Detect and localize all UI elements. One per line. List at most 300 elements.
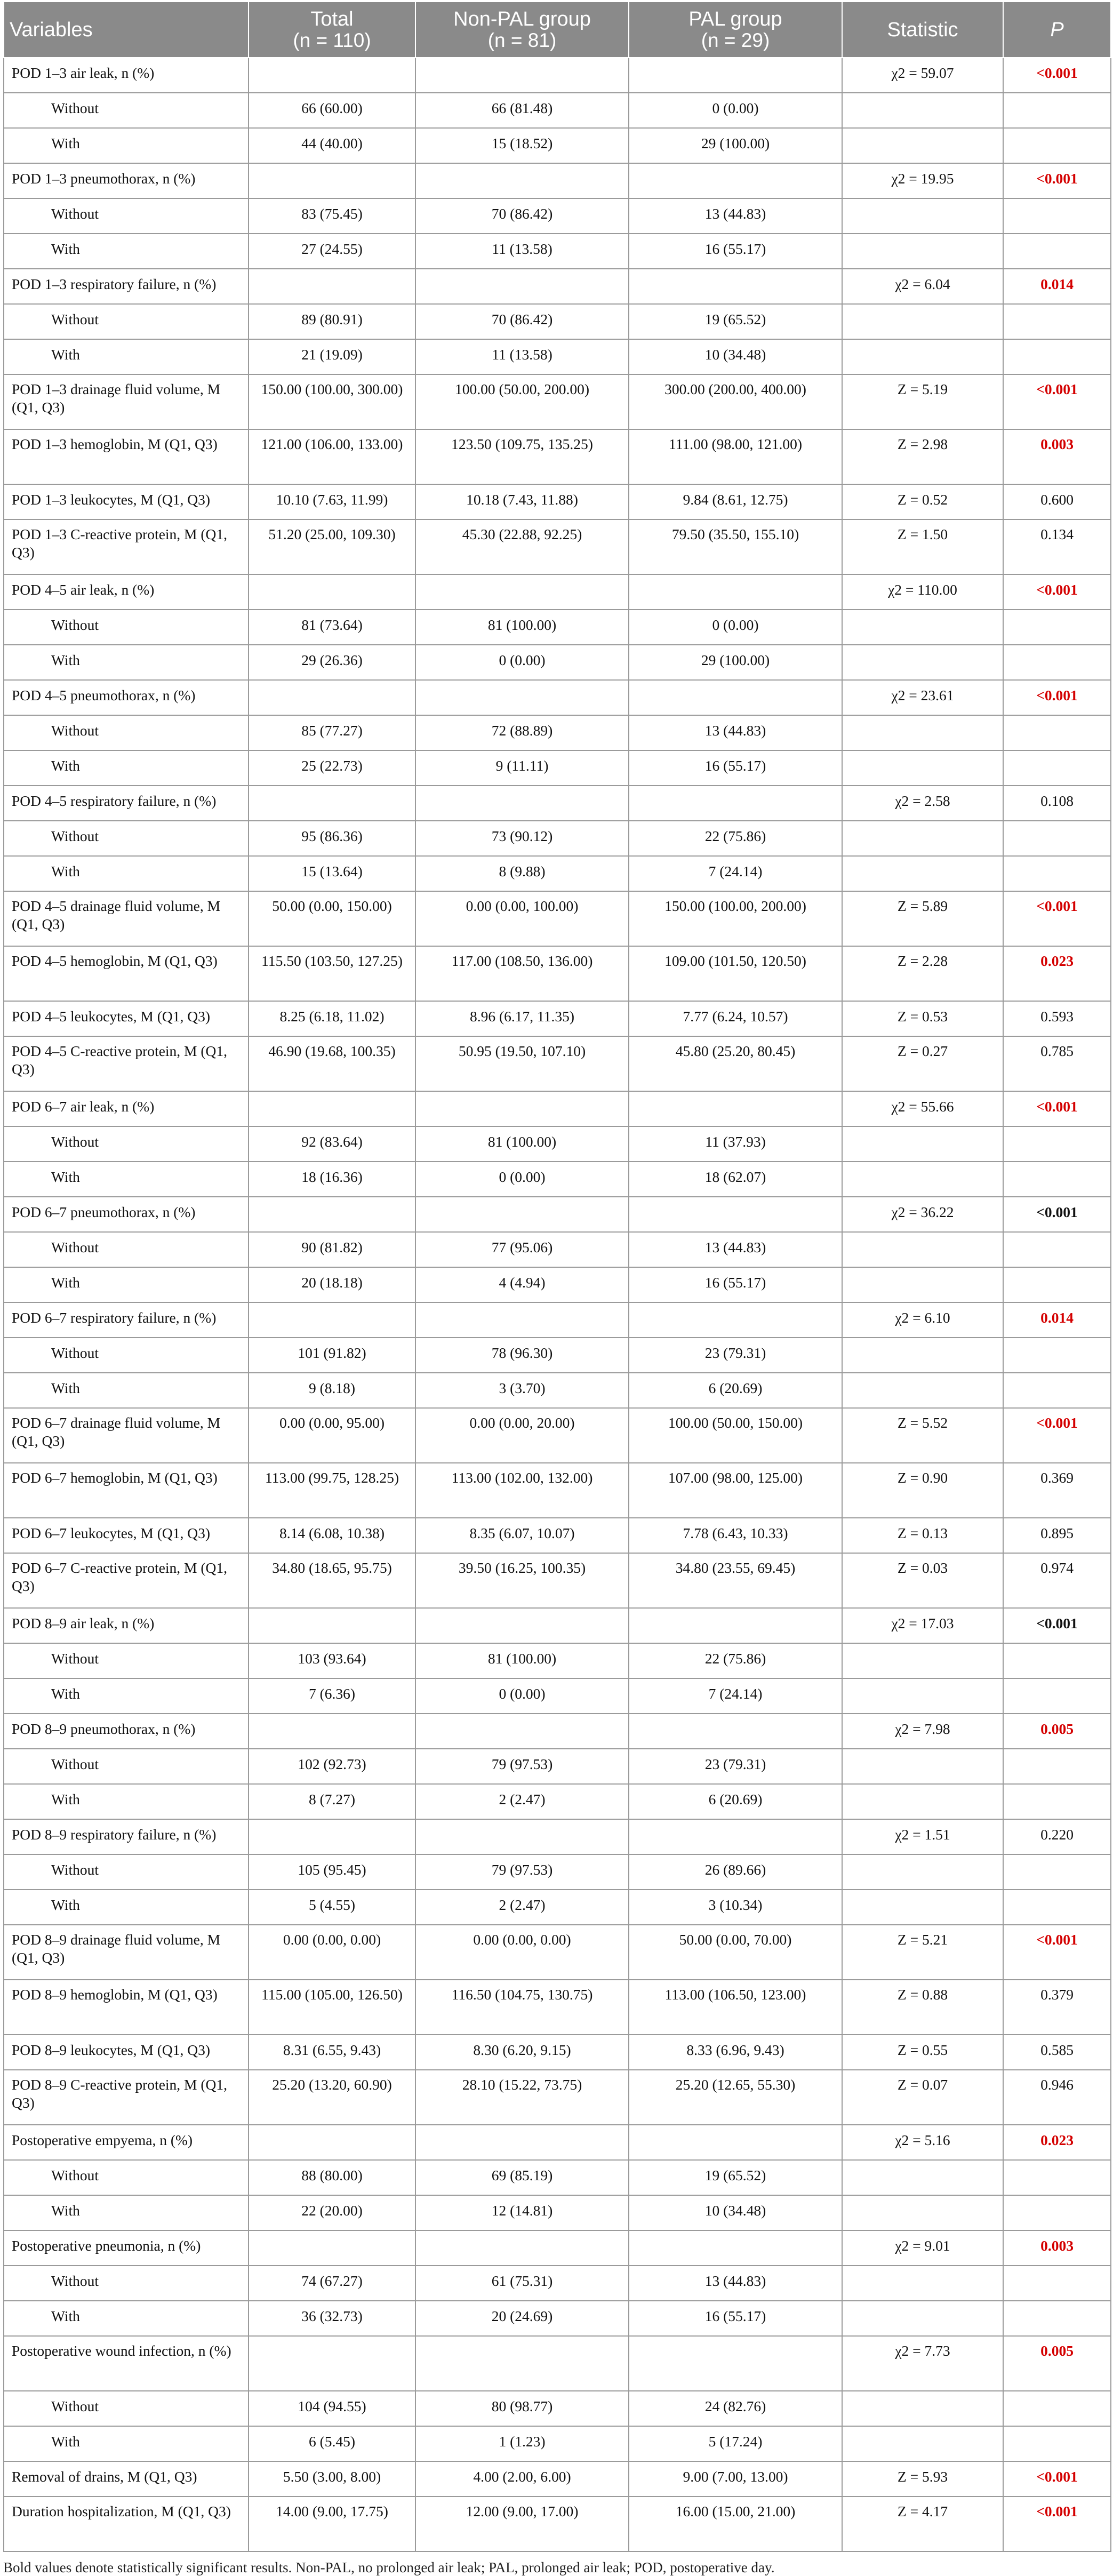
cell-total xyxy=(249,2497,415,2551)
table-row xyxy=(4,1302,1111,1338)
cell-variable xyxy=(4,2070,249,2125)
cell-pal-text: 6 (20.69) xyxy=(708,1380,763,1396)
cell-variable-text: POD 8–9 hemoglobin, M (Q1, Q3) xyxy=(12,1986,218,2003)
cell-variable-text: Postoperative pneumonia, n (%) xyxy=(12,2237,201,2254)
cell-statistic-text: χ2 = 6.10 xyxy=(895,1309,950,1326)
header-p: P xyxy=(1003,2,1111,58)
cell-pal xyxy=(629,269,842,304)
cell-statistic xyxy=(842,339,1003,374)
cell-total xyxy=(249,2070,415,2125)
cell-nonpal-text: 0.00 (0.00, 20.00) xyxy=(469,1414,575,1431)
table-row xyxy=(4,1714,1111,1749)
cell-total xyxy=(249,1890,415,1925)
cell-p xyxy=(1003,2301,1111,2336)
cell-total-text: 104 (94.55) xyxy=(298,2398,366,2414)
cell-pal-text: 16.00 (15.00, 21.00) xyxy=(675,2503,796,2519)
cell-variable-text: With xyxy=(51,135,80,151)
cell-nonpal xyxy=(415,1518,629,1553)
cell-p xyxy=(1003,2230,1111,2266)
cell-statistic xyxy=(842,2336,1003,2391)
cell-statistic xyxy=(842,1890,1003,1925)
cell-nonpal xyxy=(415,821,629,856)
table-row xyxy=(4,269,1111,304)
cell-pal-text: 6 (20.69) xyxy=(708,1791,763,1807)
cell-nonpal-text: 117.00 (108.50, 136.00) xyxy=(451,953,593,969)
cell-total xyxy=(249,58,415,93)
cell-pal-text: 26 (89.66) xyxy=(704,1861,766,1878)
cell-p xyxy=(1003,128,1111,163)
cell-variable xyxy=(4,2266,249,2301)
cell-pal xyxy=(629,645,842,680)
cell-p xyxy=(1003,1608,1111,1643)
cell-pal xyxy=(629,786,842,821)
cell-total-text: 89 (80.91) xyxy=(301,311,363,327)
cell-nonpal-text: 12.00 (9.00, 17.00) xyxy=(466,2503,579,2519)
cell-total xyxy=(249,1854,415,1890)
cell-nonpal xyxy=(415,1714,629,1749)
table-row xyxy=(4,1925,1111,1980)
cell-total-text: 0.00 (0.00, 0.00) xyxy=(283,1931,381,1948)
cell-pal xyxy=(629,2160,842,2195)
cell-p-text: 0.108 xyxy=(1040,793,1074,809)
table-subrow xyxy=(4,750,1111,786)
cell-p xyxy=(1003,1036,1111,1091)
cell-total xyxy=(249,1518,415,1553)
cell-variable-text: Without xyxy=(51,1650,99,1667)
table-subrow xyxy=(4,2426,1111,2461)
cell-total xyxy=(249,1408,415,1463)
cell-p-text: 0.023 xyxy=(1040,2132,1074,2148)
cell-variable-text: POD 6–7 respiratory failure, n (%) xyxy=(12,1309,217,1326)
cell-pal-text: 7 (24.14) xyxy=(708,863,763,879)
table-subrow xyxy=(4,339,1111,374)
cell-p-text: 0.014 xyxy=(1040,1309,1074,1326)
cell-pal xyxy=(629,2195,842,2230)
cell-total xyxy=(249,1162,415,1197)
results-table xyxy=(3,1,1111,2552)
table-subrow xyxy=(4,93,1111,128)
cell-variable-text: With xyxy=(51,1685,80,1702)
cell-pal xyxy=(629,163,842,198)
cell-total xyxy=(249,519,415,574)
cell-p xyxy=(1003,610,1111,645)
cell-nonpal xyxy=(415,2461,629,2497)
cell-p xyxy=(1003,1338,1111,1373)
header-pal xyxy=(629,2,842,58)
cell-variable xyxy=(4,2195,249,2230)
cell-p xyxy=(1003,1373,1111,1408)
cell-variable-text: POD 1–3 pneumothorax, n (%) xyxy=(12,170,196,187)
cell-nonpal-text: 70 (86.42) xyxy=(491,311,553,327)
cell-pal xyxy=(629,1001,842,1036)
table-row xyxy=(4,946,1111,1001)
cell-p xyxy=(1003,2497,1111,2551)
cell-pal xyxy=(629,93,842,128)
cell-variable-text: Without xyxy=(51,1239,99,1255)
cell-p xyxy=(1003,856,1111,891)
cell-total xyxy=(249,1267,415,1302)
cell-p xyxy=(1003,1643,1111,1678)
cell-statistic xyxy=(842,1518,1003,1553)
cell-p-text: 0.220 xyxy=(1040,1826,1074,1843)
table-subrow xyxy=(4,304,1111,339)
cell-nonpal xyxy=(415,1036,629,1091)
cell-nonpal-text: 80 (98.77) xyxy=(491,2398,553,2414)
cell-nonpal xyxy=(415,1890,629,1925)
cell-p xyxy=(1003,1980,1111,2035)
cell-statistic-text: Z = 2.98 xyxy=(897,436,948,452)
cell-total xyxy=(249,1643,415,1678)
cell-total xyxy=(249,1714,415,1749)
cell-statistic xyxy=(842,1608,1003,1643)
cell-p xyxy=(1003,339,1111,374)
header-pal-n: (n = 29) xyxy=(701,29,770,51)
cell-pal xyxy=(629,1890,842,1925)
cell-p xyxy=(1003,58,1111,93)
cell-p xyxy=(1003,2070,1111,2125)
cell-nonpal xyxy=(415,2391,629,2426)
cell-nonpal-text: 2 (2.47) xyxy=(499,1897,546,1913)
cell-pal xyxy=(629,1749,842,1784)
cell-variable-text: POD 6–7 hemoglobin, M (Q1, Q3) xyxy=(12,1469,218,1486)
cell-total-text: 34.80 (18.65, 95.75) xyxy=(272,1559,392,1576)
cell-nonpal-text: 1 (1.23) xyxy=(499,2433,546,2450)
cell-pal xyxy=(629,429,842,484)
cell-total-text: 81 (73.64) xyxy=(301,617,363,633)
table-subrow xyxy=(4,2266,1111,2301)
cell-nonpal-text: 69 (85.19) xyxy=(491,2167,553,2183)
cell-total-text: 83 (75.45) xyxy=(301,205,363,222)
table-container xyxy=(3,1,1110,2576)
cell-nonpal xyxy=(415,1925,629,1980)
cell-pal xyxy=(629,58,842,93)
cell-nonpal xyxy=(415,1267,629,1302)
table-subrow xyxy=(4,1373,1111,1408)
table-subrow xyxy=(4,1749,1111,1784)
cell-statistic xyxy=(842,374,1003,429)
cell-nonpal xyxy=(415,2230,629,2266)
cell-variable-text: POD 4–5 leukocytes, M (Q1, Q3) xyxy=(12,1008,210,1025)
cell-nonpal-text: 0 (0.00) xyxy=(499,1169,546,1185)
cell-p xyxy=(1003,1518,1111,1553)
cell-variable xyxy=(4,2336,249,2391)
cell-statistic-text: Z = 0.27 xyxy=(897,1043,948,1059)
cell-statistic-text: χ2 = 1.51 xyxy=(895,1826,950,1843)
cell-pal-text: 16 (55.17) xyxy=(704,757,766,774)
cell-pal-text: 22 (75.86) xyxy=(704,828,766,844)
cell-nonpal-text: 81 (100.00) xyxy=(487,1650,557,1667)
cell-variable-text: Without xyxy=(51,205,99,222)
cell-pal-text: 45.80 (25.20, 80.45) xyxy=(675,1043,796,1059)
cell-total xyxy=(249,750,415,786)
cell-p-text: 0.600 xyxy=(1040,491,1074,508)
cell-pal-text: 0 (0.00) xyxy=(712,617,759,633)
cell-variable-text: Removal of drains, M (Q1, Q3) xyxy=(12,2468,197,2485)
table-subrow xyxy=(4,821,1111,856)
cell-total xyxy=(249,680,415,715)
cell-total xyxy=(249,484,415,519)
cell-total xyxy=(249,1553,415,1608)
cell-total-text: 113.00 (99.75, 128.25) xyxy=(265,1469,399,1486)
cell-variable-text: With xyxy=(51,241,80,257)
cell-p xyxy=(1003,374,1111,429)
cell-pal xyxy=(629,946,842,1001)
table-row xyxy=(4,1001,1111,1036)
cell-variable xyxy=(4,2461,249,2497)
cell-statistic-text: χ2 = 23.61 xyxy=(891,687,954,703)
cell-variable-text: Without xyxy=(51,2273,99,2289)
cell-total-text: 115.00 (105.00, 126.50) xyxy=(261,1986,403,2003)
cell-statistic-text: Z = 5.93 xyxy=(897,2468,948,2485)
cell-statistic xyxy=(842,1678,1003,1714)
cell-total xyxy=(249,2266,415,2301)
cell-nonpal xyxy=(415,1091,629,1126)
cell-p xyxy=(1003,1091,1111,1126)
cell-total-text: 121.00 (106.00, 133.00) xyxy=(261,436,403,452)
table-row xyxy=(4,1553,1111,1608)
cell-statistic xyxy=(842,1980,1003,2035)
cell-nonpal-text: 0 (0.00) xyxy=(499,1685,546,1702)
cell-total xyxy=(249,610,415,645)
cell-total xyxy=(249,1608,415,1643)
cell-statistic xyxy=(842,2301,1003,2336)
cell-statistic xyxy=(842,269,1003,304)
cell-statistic xyxy=(842,821,1003,856)
cell-statistic-text: Z = 0.13 xyxy=(897,1525,948,1541)
cell-variable-text: POD 1–3 C-reactive protein, M (Q1, Q3) xyxy=(12,526,228,561)
table-subrow xyxy=(4,2391,1111,2426)
cell-statistic xyxy=(842,2195,1003,2230)
cell-statistic xyxy=(842,856,1003,891)
cell-pal xyxy=(629,304,842,339)
cell-variable xyxy=(4,1925,249,1980)
cell-nonpal-text: 2 (2.47) xyxy=(499,1791,546,1807)
cell-nonpal-text: 72 (88.89) xyxy=(491,722,553,739)
cell-statistic-text: Z = 1.50 xyxy=(897,526,948,542)
cell-nonpal-text: 77 (95.06) xyxy=(491,1239,553,1255)
cell-statistic xyxy=(842,1162,1003,1197)
cell-nonpal-text: 8.35 (6.07, 10.07) xyxy=(469,1525,575,1541)
cell-nonpal xyxy=(415,680,629,715)
cell-p xyxy=(1003,1678,1111,1714)
cell-nonpal xyxy=(415,2336,629,2391)
cell-statistic-text: Z = 5.19 xyxy=(897,381,948,397)
header-statistic: Statistic xyxy=(842,2,1003,58)
cell-statistic xyxy=(842,891,1003,946)
cell-nonpal xyxy=(415,1126,629,1162)
cell-variable xyxy=(4,891,249,946)
cell-total xyxy=(249,1784,415,1819)
cell-variable xyxy=(4,484,249,519)
cell-p xyxy=(1003,1232,1111,1267)
cell-statistic xyxy=(842,58,1003,93)
cell-nonpal xyxy=(415,856,629,891)
table-subrow xyxy=(4,856,1111,891)
cell-nonpal xyxy=(415,2266,629,2301)
cell-variable-text: With xyxy=(51,652,80,668)
cell-p-text: 0.005 xyxy=(1040,2342,1074,2359)
cell-nonpal-text: 4 (4.94) xyxy=(499,1274,546,1291)
cell-pal xyxy=(629,574,842,610)
cell-pal xyxy=(629,2497,842,2551)
cell-variable-text: Duration hospitalization, M (Q1, Q3) xyxy=(12,2503,231,2519)
cell-nonpal xyxy=(415,1197,629,1232)
cell-variable xyxy=(4,269,249,304)
cell-statistic-text: Z = 0.90 xyxy=(897,1469,948,1486)
cell-p-text: <0.001 xyxy=(1036,2468,1078,2485)
cell-nonpal xyxy=(415,58,629,93)
cell-variable xyxy=(4,374,249,429)
cell-pal xyxy=(629,856,842,891)
cell-total-text: 0.00 (0.00, 95.00) xyxy=(279,1414,385,1431)
cell-pal xyxy=(629,339,842,374)
cell-pal-text: 109.00 (101.50, 120.50) xyxy=(664,953,806,969)
cell-total-text: 25.20 (13.20, 60.90) xyxy=(272,2076,392,2093)
cell-nonpal-text: 66 (81.48) xyxy=(491,100,553,116)
cell-p xyxy=(1003,1267,1111,1302)
cell-nonpal xyxy=(415,198,629,234)
table-row xyxy=(4,2336,1111,2391)
cell-nonpal-text: 8.30 (6.20, 9.15) xyxy=(473,2042,571,2058)
cell-statistic xyxy=(842,1784,1003,1819)
table-subrow xyxy=(4,645,1111,680)
cell-pal-text: 10 (34.48) xyxy=(704,2202,766,2219)
cell-pal-text: 0 (0.00) xyxy=(712,100,759,116)
header-total-n: (n = 110) xyxy=(293,29,371,51)
cell-variable-text: POD 1–3 respiratory failure, n (%) xyxy=(12,276,217,292)
cell-statistic xyxy=(842,574,1003,610)
cell-nonpal xyxy=(415,2497,629,2551)
cell-pal-text: 23 (79.31) xyxy=(704,1345,766,1361)
table-row xyxy=(4,1036,1111,1091)
cell-pal-text: 13 (44.83) xyxy=(704,2273,766,2289)
cell-nonpal xyxy=(415,1819,629,1854)
cell-variable-text: Without xyxy=(51,1756,99,1772)
cell-total xyxy=(249,2195,415,2230)
cell-nonpal xyxy=(415,304,629,339)
cell-nonpal xyxy=(415,484,629,519)
cell-total-text: 102 (92.73) xyxy=(298,1756,366,1772)
table-subrow xyxy=(4,1267,1111,1302)
cell-p xyxy=(1003,1890,1111,1925)
cell-pal-text: 19 (65.52) xyxy=(704,311,766,327)
cell-statistic xyxy=(842,234,1003,269)
cell-variable-text: POD 8–9 C-reactive protein, M (Q1, Q3) xyxy=(12,2076,228,2111)
cell-pal-text: 25.20 (12.65, 55.30) xyxy=(675,2076,796,2093)
cell-nonpal-text: 79 (97.53) xyxy=(491,1756,553,1772)
cell-nonpal xyxy=(415,1643,629,1678)
cell-total-text: 46.90 (19.68, 100.35) xyxy=(268,1043,396,1059)
cell-variable xyxy=(4,234,249,269)
cell-variable xyxy=(4,2160,249,2195)
cell-total xyxy=(249,1091,415,1126)
table-row xyxy=(4,2497,1111,2551)
table-row xyxy=(4,2070,1111,2125)
cell-statistic-text: Z = 4.17 xyxy=(897,2503,948,2519)
cell-variable-text: Postoperative empyema, n (%) xyxy=(12,2132,193,2148)
cell-p xyxy=(1003,645,1111,680)
cell-total xyxy=(249,304,415,339)
cell-nonpal-text: 61 (75.31) xyxy=(491,2273,553,2289)
cell-variable xyxy=(4,339,249,374)
table-subrow xyxy=(4,2195,1111,2230)
table-subrow xyxy=(4,2301,1111,2336)
cell-p xyxy=(1003,2035,1111,2070)
cell-variable xyxy=(4,2035,249,2070)
cell-variable-text: Without xyxy=(51,2398,99,2414)
cell-total xyxy=(249,2426,415,2461)
cell-nonpal xyxy=(415,1463,629,1518)
cell-statistic-text: χ2 = 5.16 xyxy=(895,2132,950,2148)
cell-pal xyxy=(629,1714,842,1749)
cell-variable xyxy=(4,1001,249,1036)
table-row xyxy=(4,58,1111,93)
cell-nonpal xyxy=(415,1232,629,1267)
cell-variable-text: With xyxy=(51,2202,80,2219)
cell-pal-text: 111.00 (98.00, 121.00) xyxy=(668,436,803,452)
cell-pal xyxy=(629,1338,842,1373)
cell-variable xyxy=(4,1643,249,1678)
cell-total-text: 27 (24.55) xyxy=(301,241,363,257)
cell-variable xyxy=(4,1463,249,1518)
cell-pal-text: 100.00 (50.00, 150.00) xyxy=(668,1414,803,1431)
cell-pal xyxy=(629,2336,842,2391)
cell-p xyxy=(1003,1749,1111,1784)
cell-statistic-text: Z = 2.28 xyxy=(897,953,948,969)
cell-statistic xyxy=(842,750,1003,786)
cell-nonpal xyxy=(415,1854,629,1890)
cell-variable xyxy=(4,2391,249,2426)
cell-statistic xyxy=(842,2160,1003,2195)
table-row xyxy=(4,1091,1111,1126)
cell-statistic xyxy=(842,484,1003,519)
cell-p-text: 0.005 xyxy=(1040,1721,1074,1737)
cell-variable xyxy=(4,2497,249,2551)
cell-variable xyxy=(4,128,249,163)
cell-variable xyxy=(4,1784,249,1819)
cell-statistic-text: χ2 = 6.04 xyxy=(895,276,950,292)
cell-p-text: <0.001 xyxy=(1036,1098,1078,1115)
cell-variable-text: With xyxy=(51,1897,80,1913)
table-subrow xyxy=(4,1678,1111,1714)
cell-variable xyxy=(4,1373,249,1408)
cell-nonpal-text: 11 (13.58) xyxy=(492,346,553,363)
cell-pal-text: 8.33 (6.96, 9.43) xyxy=(686,2042,784,2058)
cell-statistic-text: Z = 0.03 xyxy=(897,1559,948,1576)
cell-total xyxy=(249,2336,415,2391)
cell-p xyxy=(1003,1162,1111,1197)
cell-nonpal-text: 78 (96.30) xyxy=(491,1345,553,1361)
cell-p xyxy=(1003,2336,1111,2391)
table-subrow xyxy=(4,1338,1111,1373)
table-subrow xyxy=(4,234,1111,269)
table-subrow xyxy=(4,1232,1111,1267)
cell-total xyxy=(249,786,415,821)
cell-p-text: <0.001 xyxy=(1036,170,1078,187)
cell-statistic xyxy=(842,1001,1003,1036)
cell-variable-text: With xyxy=(51,757,80,774)
cell-variable xyxy=(4,786,249,821)
cell-statistic-text: Z = 5.89 xyxy=(897,898,948,914)
cell-total-text: 10.10 (7.63, 11.99) xyxy=(276,491,388,508)
cell-variable xyxy=(4,1890,249,1925)
cell-pal-text: 79.50 (35.50, 155.10) xyxy=(671,526,799,542)
cell-variable-text: POD 4–5 pneumothorax, n (%) xyxy=(12,687,196,703)
cell-total xyxy=(249,1302,415,1338)
cell-nonpal xyxy=(415,750,629,786)
cell-p xyxy=(1003,304,1111,339)
cell-nonpal xyxy=(415,2301,629,2336)
